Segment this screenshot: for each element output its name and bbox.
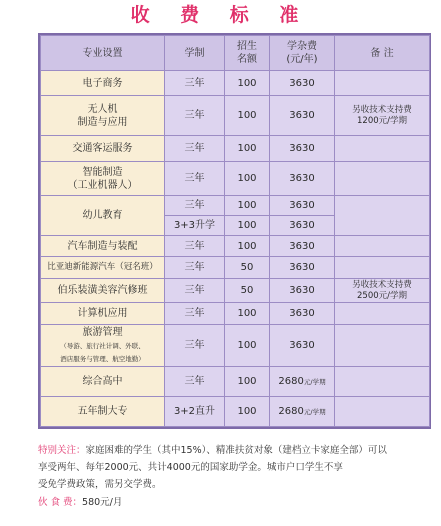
duration-cell: 三年	[165, 136, 225, 162]
fee-cell: 3630	[270, 279, 335, 303]
major-name: 伯乐装潢美容汽修班	[41, 279, 165, 303]
remark-cell	[335, 325, 430, 367]
quota-cell: 100	[225, 96, 270, 136]
quota-cell: 100	[225, 367, 270, 397]
special-notice-text: 受免学费政策，需另交学费。	[38, 479, 162, 490]
fee-cell: 3630	[270, 71, 335, 96]
quota-cell: 100	[225, 196, 270, 216]
major-name: 交通客运服务	[41, 136, 165, 162]
table-row	[41, 257, 430, 279]
remark-cell	[335, 257, 430, 279]
table-row	[41, 71, 430, 96]
major-name: 计算机应用	[41, 303, 165, 325]
remark-cell: 另收技术支持费 1200元/学期	[335, 96, 430, 136]
food-fee-label: 伙 食 费：	[38, 497, 83, 508]
fee-cell: 3630	[270, 162, 335, 196]
quota-cell: 50	[225, 257, 270, 279]
remark-cell	[335, 236, 430, 257]
major-name: 幼儿教育	[41, 196, 165, 236]
remark-cell	[335, 367, 430, 397]
table-row	[41, 162, 430, 196]
major-name: 五年制大专	[41, 397, 165, 427]
food-fee	[38, 494, 122, 508]
fee-cell: 3630	[270, 257, 335, 279]
duration-cell: 三年	[165, 325, 225, 367]
duration-cell: 三年	[165, 367, 225, 397]
special-notice-text: 家庭困难的学生（其中15%）、精准扶贫对象（建档立卡家庭全部）可以	[85, 445, 387, 456]
table-row	[41, 325, 430, 367]
fee-cell: 3630	[270, 236, 335, 257]
major-name: 电子商务	[41, 71, 165, 96]
remark-cell	[335, 162, 430, 196]
table-row	[41, 236, 430, 257]
major-name: 综合高中	[41, 367, 165, 397]
header-major: 专业设置	[41, 36, 165, 71]
remark-cell	[335, 136, 430, 162]
table-row	[41, 96, 430, 136]
major-name: 汽车制造与装配	[41, 236, 165, 257]
table-row	[41, 397, 430, 427]
remark-cell: 另收技术支持费 2500元/学期	[335, 279, 430, 303]
special-notice-label: 特别关注：	[38, 445, 86, 456]
major-name: 旅游管理 （导游、旅行社计调、外联、 酒店服务与管理、航空地勤）	[41, 325, 165, 367]
table-row	[41, 303, 430, 325]
fee-cell: 2680元/学期	[270, 397, 335, 427]
fee-cell: 3630	[270, 96, 335, 136]
table-header-row	[41, 36, 430, 71]
quota-cell: 100	[225, 216, 270, 236]
remark-cell	[335, 397, 430, 427]
table-row	[41, 136, 430, 162]
fee-cell: 3630	[270, 196, 335, 216]
page-title: 收 费 标 准	[130, 4, 311, 26]
table-row	[41, 279, 430, 303]
fee-cell: 3630	[270, 325, 335, 367]
duration-cell: 3+3升学	[165, 216, 225, 236]
duration-cell: 三年	[165, 162, 225, 196]
duration-cell: 三年	[165, 236, 225, 257]
quota-cell: 100	[225, 325, 270, 367]
major-name: 比亚迪新能源汽车（冠名班）	[41, 257, 165, 279]
remark-cell	[335, 303, 430, 325]
duration-cell: 三年	[165, 96, 225, 136]
quota-cell: 100	[225, 236, 270, 257]
special-notice-text: 享受两年、每年2000元、共计4000元的国家助学金。城市户口学生不享	[38, 462, 343, 473]
header-remark: 备 注	[335, 36, 430, 71]
remark-cell	[335, 196, 430, 236]
quota-cell: 100	[225, 136, 270, 162]
duration-cell: 三年	[165, 196, 225, 216]
fee-cell: 3630	[270, 303, 335, 325]
quota-cell: 50	[225, 279, 270, 303]
fee-table	[38, 33, 431, 429]
remark-cell	[335, 71, 430, 96]
major-name: 无人机 制造与应用	[41, 96, 165, 136]
fee-cell: 3630	[270, 136, 335, 162]
quota-cell: 100	[225, 397, 270, 427]
quota-cell: 100	[225, 303, 270, 325]
table-row	[41, 367, 430, 397]
major-name: 智能制造 （工业机器人）	[41, 162, 165, 196]
header-enroll: 招生 名额	[225, 36, 270, 71]
duration-cell: 三年	[165, 303, 225, 325]
fee-cell: 2680元/学期	[270, 367, 335, 397]
header-fee: 学杂费 (元/年)	[270, 36, 335, 71]
special-notice	[38, 442, 433, 493]
duration-cell: 三年	[165, 71, 225, 96]
header-duration: 学制	[165, 36, 225, 71]
fee-cell: 3630	[270, 216, 335, 236]
duration-cell: 三年	[165, 279, 225, 303]
quota-cell: 100	[225, 162, 270, 196]
duration-cell: 三年	[165, 257, 225, 279]
food-fee-value: 580元/月	[82, 497, 123, 508]
duration-cell: 3+2直升	[165, 397, 225, 427]
quota-cell: 100	[225, 71, 270, 96]
table-row	[41, 196, 430, 216]
